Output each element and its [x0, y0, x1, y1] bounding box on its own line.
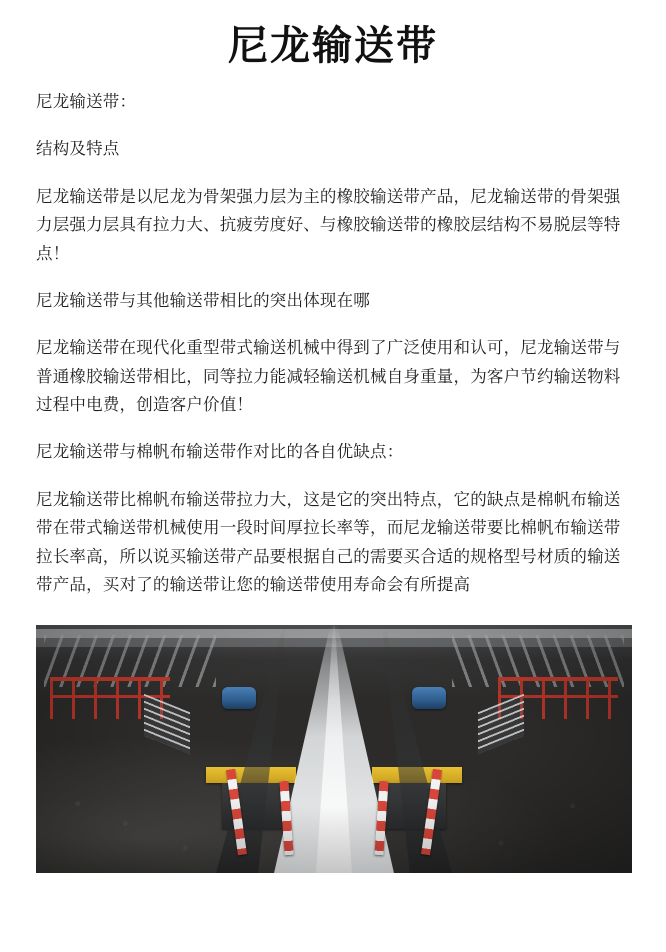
paragraph-1: 尼龙输送带： — [36, 92, 137, 111]
paragraph-6: 尼龙输送带与棉帆布输送带作对比的各自优缺点： — [36, 442, 404, 462]
drum-roller-left — [222, 687, 256, 709]
document-page — [0, 22, 666, 952]
paragraph-4: 尼龙输送带与其他输送带相比的突出体现在哪 — [36, 290, 370, 310]
drum-roller-right — [412, 687, 446, 709]
paragraph-2: 结构及特点 — [36, 139, 120, 159]
article-body — [0, 88, 666, 599]
paragraph-7: 尼龙输送带比棉帆布输送带拉力大，这是它的突出特点，它的缺点是棉帆布输送带在带式输送带机械使用一段时间厚拉长率等，而尼龙输送带要比棉帆布输送带拉长率高，所以说买输送带产品要根据自己的需要买合适的规格型号材质的输送带产品，买对了的输送带让您的输送带使用寿命会有所提高 — [36, 489, 621, 594]
paragraph-5: 尼龙输送带在现代化重型带式输送机械中得到了广泛使用和认可，尼龙输送带与普通橡胶输送带相比，同等拉力能减轻输送机械自身重量，为客户节约输送物料过程中电费，创造客户价值！ — [36, 338, 621, 414]
conveyor-photo — [36, 625, 632, 873]
paragraph-3: 尼龙输送带是以尼龙为骨架强力层为主的橡胶输送带产品，尼龙输送带的骨架强力层强力层具有拉力大、抗疲劳度好、与橡胶输送带的橡胶层结构不易脱层等特点！ — [36, 186, 621, 263]
page-title: 尼龙输送带 — [228, 23, 438, 69]
